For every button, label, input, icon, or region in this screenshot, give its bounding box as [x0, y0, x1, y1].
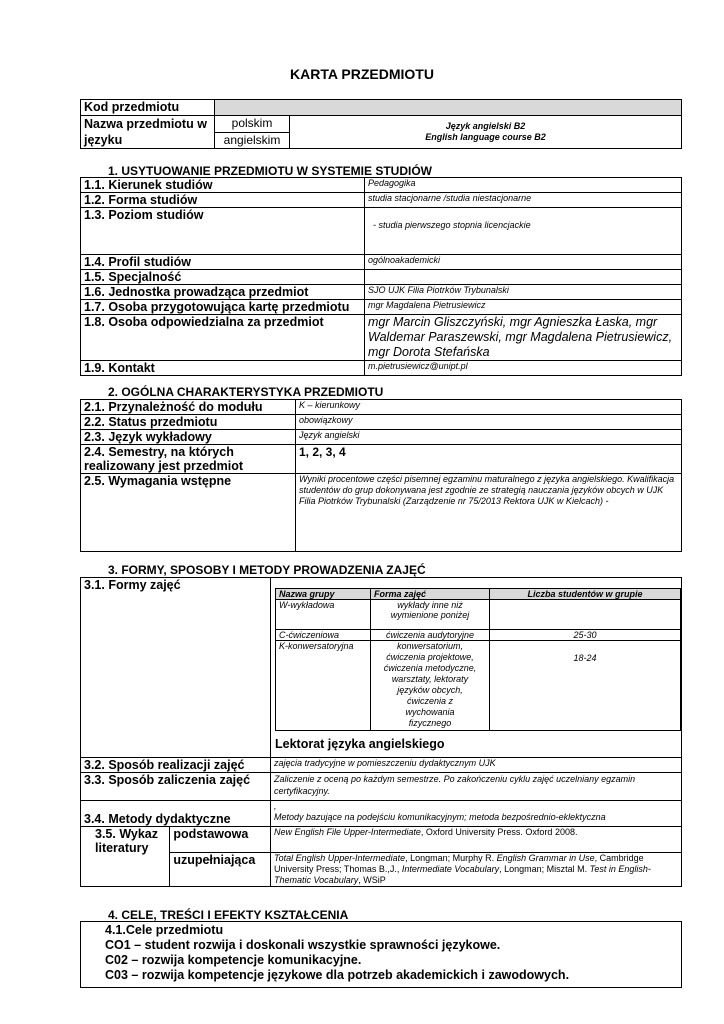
s2-value: 1, 2, 3, 4: [296, 445, 682, 474]
r35-basic-title: New English File Upper-Intermediate: [274, 827, 421, 837]
r35-label: 3.5. Wykaz literatury: [81, 827, 170, 887]
r35-extra-title: Total English Upper-Intermediate: [274, 853, 406, 863]
group-name: C-ćwiczeniowa: [276, 630, 371, 641]
r32-label: 3.2. Sposób realizacji zajęć: [81, 758, 271, 773]
s1-value: mgr Magdalena Pietrusiewicz: [365, 300, 682, 315]
s2-label: 2.3. Język wykładowy: [81, 430, 296, 445]
r32-value: zajęcia tradycyjne w pomieszczeniu dydaktycznym UJK: [271, 758, 682, 773]
s1-label: 1.2. Forma studiów: [81, 193, 365, 208]
r33-value: Zaliczenie z oceną po każdym semestrze. Po zakończeniu cyklu zajęć uczelniany egzamin certyfikacyjny.: [271, 773, 682, 801]
lektorat-title: Lektorat języka angielskiego: [275, 737, 445, 751]
section-3-table: [80, 577, 682, 887]
section-4-heading: 4. CELE, TREŚCI I EFEKTY KSZTAŁCENIA: [108, 908, 349, 922]
r35-extra-text: , Cambridge University Press; Thomas B.,J.,: [274, 853, 644, 874]
r35-basic-label: podstawowa: [170, 827, 271, 853]
group-name: K-konwersatoryjna: [276, 641, 371, 731]
goal-item: CO1 – student rozwija i doskonali wszystkie sprawności językowe.: [105, 938, 501, 952]
s1-label: 1.3. Poziom studiów: [81, 208, 365, 255]
r34-comma: ,: [274, 801, 277, 811]
s2-label: 2.2. Status przedmiotu: [81, 415, 296, 430]
goal-item: C03 – rozwija kompetencje językowe dla potrzeb akademickich i zawodowych.: [105, 968, 570, 982]
r35-basic-rest: , Oxford University Press. Oxford 2008.: [420, 827, 578, 837]
s1-label: 1.5. Specjalność: [81, 270, 365, 285]
s1-label: 1.8. Osoba odpowiedzialna za przedmiot: [81, 315, 365, 361]
s1-value: [365, 270, 682, 285]
s1-value: Pedagogika: [365, 178, 682, 193]
subject-header-table: [80, 99, 682, 149]
section-1-heading: 1. USYTUOWANIE PRZEDMIOTU W SYSTEMIE STUDIÓW: [108, 164, 433, 178]
s1-label: 1.1. Kierunek studiów: [81, 178, 365, 193]
s2-label: 2.5. Wymagania wstępne: [81, 474, 296, 552]
group-name: W-wykładowa: [276, 600, 371, 630]
s1-value: mgr Marcin Gliszczyński, mgr Agnieszka Łaska, mgr Waldemar Paraszewski, mgr Magdalena Pietrusiewicz, mgr Dorota Stefańska: [365, 315, 682, 361]
s1-label: 1.7. Osoba przygotowująca kartę przedmiotu: [81, 300, 365, 315]
forms-label: 3.1. Formy zajęć: [81, 578, 271, 758]
contact-email: m.pietrusiewicz@unipt.pl: [365, 361, 682, 376]
inner-header: Nazwa grupy: [276, 589, 371, 600]
r35-extra-title: Intermediate Vocabulary: [401, 864, 500, 874]
group-form: konwersatorium, ćwiczenia projektowe, ćwiczenia metodyczne, warsztaty, lektoraty języków obcych, ćwiczenia z wychowania fizycznego: [371, 641, 490, 731]
s2-value: Język angielski: [296, 430, 682, 445]
s1-value: studia stacjonarne /studia niestacjonarne: [365, 193, 682, 208]
goal-item: C02 – rozwija kompetencje komunikacyjne.: [105, 953, 362, 967]
s1-value: ogólnoakademicki: [365, 255, 682, 270]
group-count: 18-24: [490, 641, 681, 731]
group-form: wykłady inne niż wymienione poniżej: [371, 600, 490, 630]
s2-value: Wyniki procentowe części pisemnej egzaminu maturalnego z języka angielskiego. Kwalifikacja studentów do grup dokonywana jest zgodnie ze strategią nauczania języków obcych w UJK Filia Piotrków Trybunalski (Zarządzenie nr 75/2013 Rektora UJK w Kielcach) -: [296, 474, 682, 552]
group-count: [490, 600, 681, 630]
r35-extra-title: English Grammar in Use: [496, 853, 595, 863]
goals-heading: 4.1.Cele przedmiotu: [105, 923, 224, 937]
r34-label: 3.4. Metody dydaktyczne: [81, 801, 271, 827]
document-title: KARTA PRZEDMIOTU: [290, 66, 434, 82]
r34-value: Metody bazujące na podejściu komunikacyjnym; metoda bezpośrednio-eklektyczna: [274, 812, 606, 822]
lang-pl: polskim: [215, 116, 290, 133]
r35-extra-text: , WSiP: [358, 875, 386, 885]
group-form: ćwiczenia audytoryjne: [371, 630, 490, 641]
section-1-table: [80, 177, 682, 376]
section-2-heading: 2. OGÓLNA CHARAKTERYSTYKA PRZEDMIOTU: [108, 385, 384, 399]
code-value: [215, 100, 682, 116]
s1-label: 1.4. Profil studiów: [81, 255, 365, 270]
group-count: 25-30: [490, 630, 681, 641]
section-2-table: [80, 399, 682, 552]
section-4-table: [80, 921, 682, 988]
s1-label: 1.6. Jednostka prowadząca przedmiot: [81, 285, 365, 300]
r35-extra-label: uzupełniająca: [170, 853, 271, 887]
s1-label: 1.9. Kontakt: [81, 361, 365, 376]
lang-en: angielskim: [215, 132, 290, 149]
r35-extra-text: , Longman; Murphy R.: [405, 853, 497, 863]
s2-value: obowiązkowy: [296, 415, 682, 430]
r35-extra-text: , Longman; Misztal M.: [499, 864, 590, 874]
s2-label: 2.4. Semestry, na których realizowany jest przedmiot: [81, 445, 296, 474]
inner-header: Liczba studentów w grupie: [490, 589, 681, 600]
section-3-heading: 3. FORMY, SPOSOBY I METODY PROWADZENIA ZAJĘĆ: [108, 563, 426, 577]
r35-extra-title: Test in English- Thematic Vocabulary: [274, 864, 651, 885]
name-pl: Język angielski B2: [445, 121, 526, 131]
s2-value: K – kierunkowy: [296, 400, 682, 415]
s1-value: - studia pierwszego stopnia licencjackie: [365, 208, 682, 255]
name-en: English language course B2: [425, 132, 546, 142]
s2-label: 2.1. Przynależność do modułu: [81, 400, 296, 415]
r33-label: 3.3. Sposób zaliczenia zajęć: [81, 773, 271, 801]
code-label: Kod przedmiotu: [81, 100, 215, 116]
name-label: Nazwa przedmiotu w języku: [81, 116, 215, 149]
inner-header: Forma zajęć: [371, 589, 490, 600]
forms-inner-table: [275, 588, 681, 731]
s1-value: SJO UJK Filia Piotrków Trybunalski: [365, 285, 682, 300]
